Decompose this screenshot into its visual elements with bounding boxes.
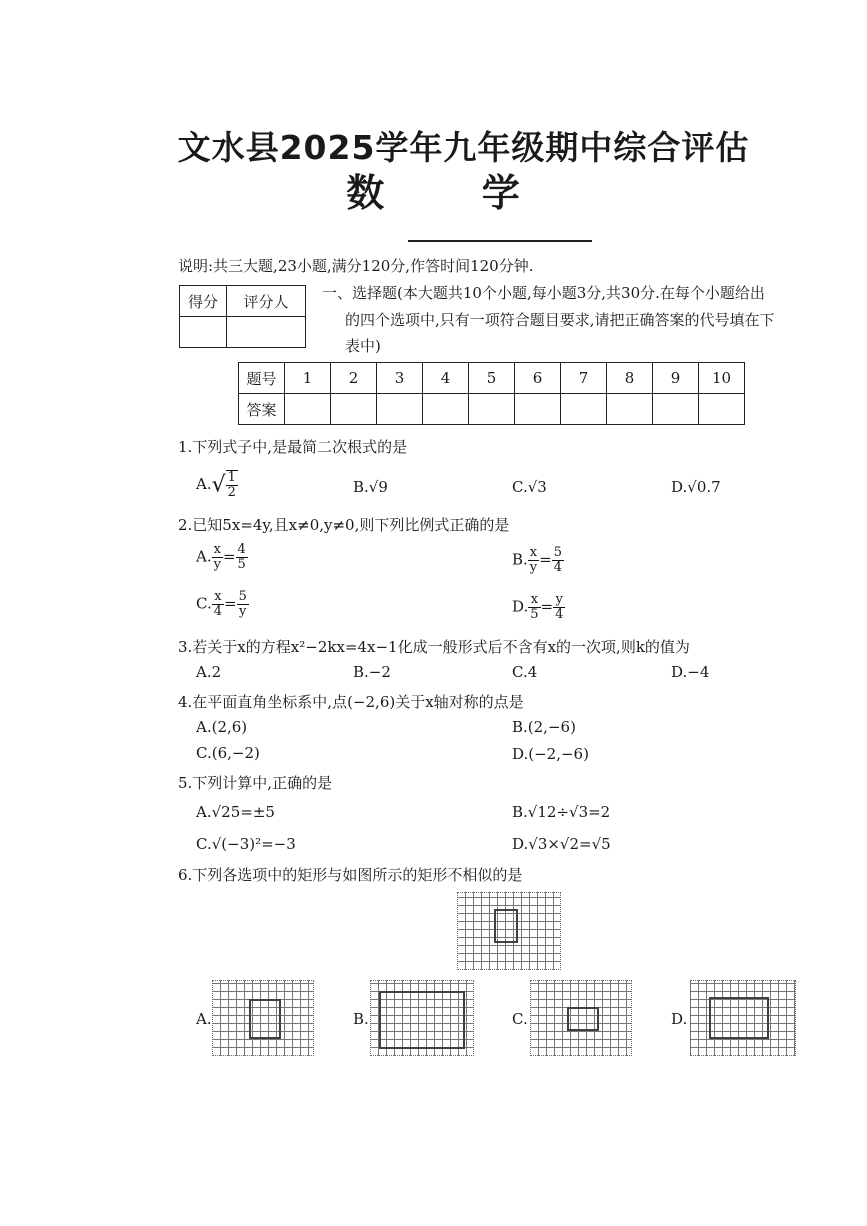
- section1-line3: 表中): [345, 337, 381, 355]
- question-number-cell: 1: [285, 363, 331, 394]
- q5-option-b: B.√12÷√3=2: [512, 803, 611, 821]
- instructions: 说明:共三大题,23小题,满分120分,作答时间120分钟.: [178, 257, 534, 275]
- q1-stem: 1.下列式子中,是最简二次根式的是: [178, 438, 408, 456]
- grader-cell[interactable]: [227, 317, 306, 348]
- rectangle-c: [567, 1007, 599, 1031]
- q6-option-b-figure: [370, 980, 474, 1056]
- answer-table-row1-label: 题号: [239, 363, 285, 394]
- q3-option-a: A.2: [196, 663, 222, 681]
- q4-option-d: D.(−2,−6): [512, 745, 589, 763]
- q6-option-c-label: C.: [512, 1010, 528, 1028]
- q5-option-d: D.√3×√2=√5: [512, 835, 611, 853]
- answer-cell[interactable]: [285, 394, 331, 425]
- q4-stem: 4.在平面直角坐标系中,点(−2,6)关于x轴对称的点是: [178, 693, 524, 711]
- answer-cell[interactable]: [423, 394, 469, 425]
- section1-line1: 一、选择题(本大题共10个小题,每小题3分,共30分.在每个小题给出: [322, 284, 765, 302]
- q6-option-a-figure: [212, 980, 314, 1056]
- answer-table: [238, 362, 745, 425]
- subject-title: [0, 162, 867, 217]
- q2-option-d: D. $\frac{x}{5}$ = $\frac{y}{4}$: [512, 592, 564, 622]
- q1-option-d: D.√0.7: [671, 478, 721, 496]
- q3-stem: 3.若关于x的方程x²−2kx=4x−1化成一般形式后不含有x的一次项,则k的值为: [178, 638, 690, 656]
- q1-option-a: A.√ $\frac{1}{2}$: [196, 470, 236, 500]
- score-cell[interactable]: [180, 317, 227, 348]
- score-header: 得分: [180, 286, 227, 317]
- q3-option-b: B.−2: [353, 663, 391, 681]
- q4-option-a: A.(2,6): [196, 718, 248, 736]
- answer-cell[interactable]: [377, 394, 423, 425]
- q1-option-b: B.√9: [353, 478, 388, 496]
- q5-stem: 5.下列计算中,正确的是: [178, 774, 333, 792]
- rectangle-d: [709, 997, 769, 1039]
- grader-header: 评分人: [227, 286, 306, 317]
- reference-grid-figure: [457, 892, 561, 970]
- q6-stem: 6.下列各选项中的矩形与如图所示的矩形不相似的是: [178, 866, 523, 884]
- q4-option-b: B.(2,−6): [512, 718, 576, 736]
- question-number-cell: 9: [653, 363, 699, 394]
- q6-option-d-label: D.: [671, 1010, 688, 1028]
- answer-cell[interactable]: [653, 394, 699, 425]
- q6-option-b-label: B.: [353, 1010, 369, 1028]
- question-number-cell: 6: [515, 363, 561, 394]
- reference-rectangle: [494, 909, 518, 943]
- answer-table-row2-label: 答案: [239, 394, 285, 425]
- q2-option-a: A. $\frac{x}{y}$ = $\frac{4}{5}$: [196, 542, 246, 572]
- answer-cell[interactable]: [561, 394, 607, 425]
- question-number-cell: 7: [561, 363, 607, 394]
- rectangle-b: [379, 991, 465, 1049]
- q5-option-a: A.√25=±5: [196, 803, 275, 821]
- exam-title: 文水县2025学年九年级期中综合评估: [177, 128, 750, 167]
- q5-option-c: C.√(−3)²=−3: [196, 835, 296, 853]
- answer-cell[interactable]: [469, 394, 515, 425]
- question-number-cell: 5: [469, 363, 515, 394]
- question-number-cell: 10: [699, 363, 745, 394]
- subject-char-1: 数: [346, 171, 386, 215]
- answer-cell[interactable]: [515, 394, 561, 425]
- q4-option-c: C.(6,−2): [196, 744, 260, 762]
- rectangle-a: [249, 999, 281, 1039]
- q6-option-d-figure: [690, 980, 796, 1056]
- q3-option-d: D.−4: [671, 663, 710, 681]
- q2-option-c: C. $\frac{x}{4}$ = $\frac{5}{y}$: [196, 589, 247, 619]
- q6-option-c-figure: [530, 980, 632, 1056]
- question-number-cell: 2: [331, 363, 377, 394]
- title-divider: [408, 240, 592, 242]
- q2-stem: 2.已知5x=4y,且x≠0,y≠0,则下列比例式正确的是: [178, 516, 510, 534]
- answer-cell[interactable]: [699, 394, 745, 425]
- q1-option-c: C.√3: [512, 478, 547, 496]
- subject-char-2: 学: [481, 171, 521, 215]
- q3-option-c: C.4: [512, 663, 538, 681]
- question-number-cell: 3: [377, 363, 423, 394]
- section1-line2: 的四个选项中,只有一项符合题目要求,请把正确答案的代号填在下: [345, 311, 775, 329]
- score-box: [179, 285, 306, 348]
- question-number-cell: 8: [607, 363, 653, 394]
- answer-cell[interactable]: [331, 394, 377, 425]
- q2-option-b: B. $\frac{x}{y}$ = $\frac{5}{4}$: [512, 545, 563, 575]
- q6-option-a-label: A.: [196, 1010, 212, 1028]
- question-number-cell: 4: [423, 363, 469, 394]
- answer-cell[interactable]: [607, 394, 653, 425]
